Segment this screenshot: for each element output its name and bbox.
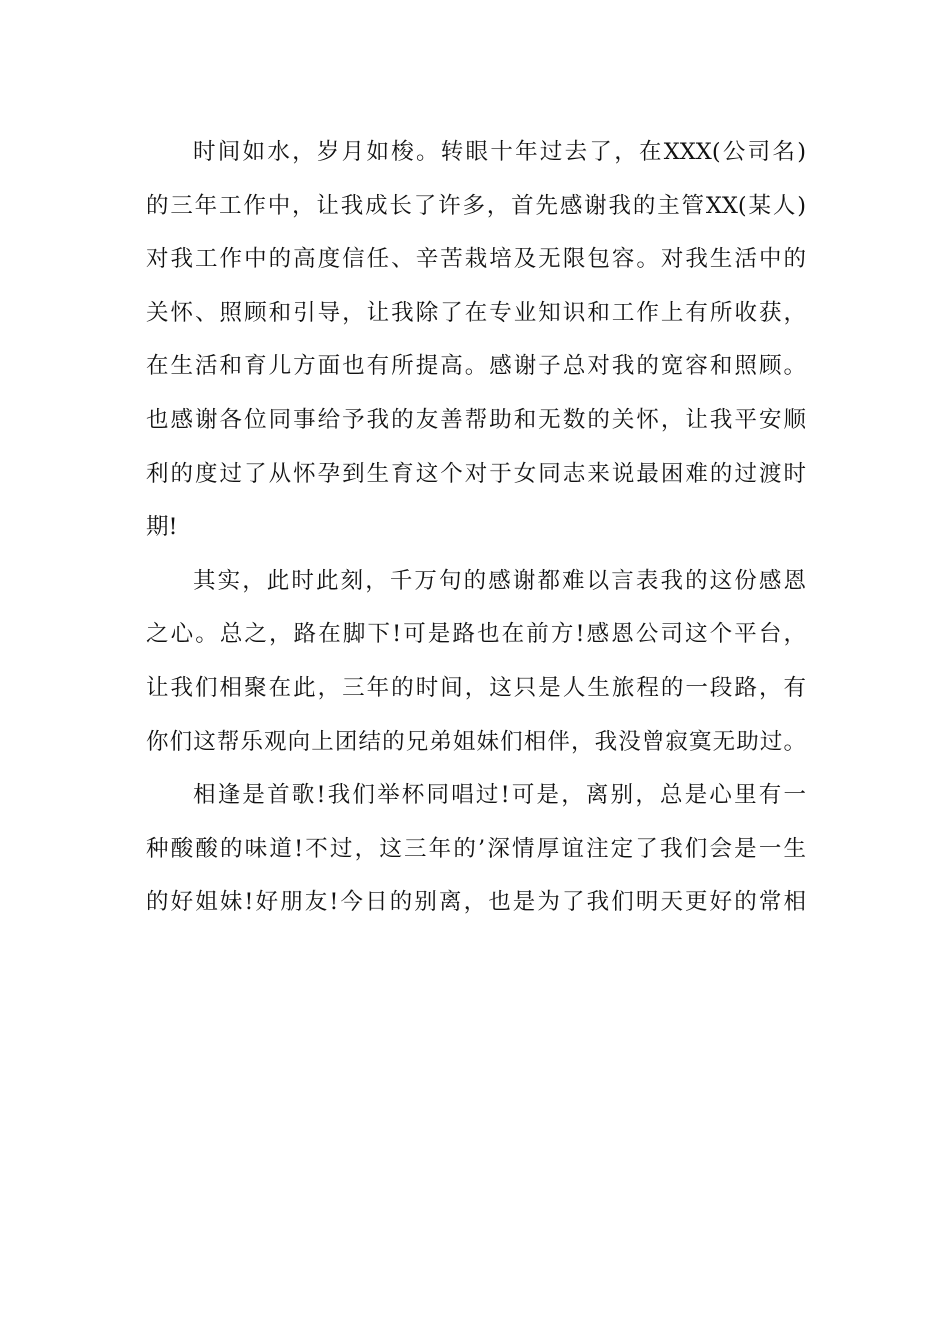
paragraph-3-line-1: 相逢是首歌!我们举杯同唱过!可是，离别，总是心里有一 (193, 782, 806, 809)
paragraph-3-line-3: 的好姐妹!好朋友!今日的别离，也是为了我们明天更好的常相 (146, 889, 806, 916)
paragraph-1-line-5: 在生活和育儿方面也有所提高。感谢子总对我的宽容和照顾。 (146, 353, 806, 380)
body-text (146, 126, 806, 930)
paragraph-2-line-4: 你们这帮乐观向上团结的兄弟姐妹们相伴，我没曾寂寞无助过。 (146, 728, 806, 755)
paragraph-1-line-7: 利的度过了从怀孕到生育这个对于女同志来说最困难的过渡时 (146, 460, 806, 487)
paragraph-1-line-3: 对我工作中的高度信任、辛苦栽培及无限包容。对我生活中的 (146, 246, 806, 273)
paragraph-2-line-2: 之心。总之，路在脚下!可是路也在前方!感恩公司这个平台， (146, 621, 806, 648)
paragraph-1-line-1: 时间如水，岁月如梭。转眼十年过去了，在XXX(公司名) (193, 139, 806, 165)
paragraph-3-line-2: 种酸酸的味道!不过，这三年的’深情厚谊注定了我们会是一生 (146, 835, 806, 862)
paragraph-1-line-6: 也感谢各位同事给予我的友善帮助和无数的关怀，让我平安顺 (146, 406, 806, 433)
paragraph-2-line-3: 让我们相聚在此，三年的时间，这只是人生旅程的一段路，有 (146, 674, 806, 701)
paragraph-1-line-4: 关怀、照顾和引导，让我除了在专业知识和工作上有所收获， (146, 299, 806, 326)
paragraph-1-line-2: 的三年工作中，让我成长了许多，首先感谢我的主管XX(某人) (146, 192, 806, 219)
paragraph-2-line-1: 其实，此时此刻，千万句的感谢都难以言表我的这份感恩 (193, 567, 806, 594)
paragraph-1-line-8: 期! (146, 514, 178, 541)
